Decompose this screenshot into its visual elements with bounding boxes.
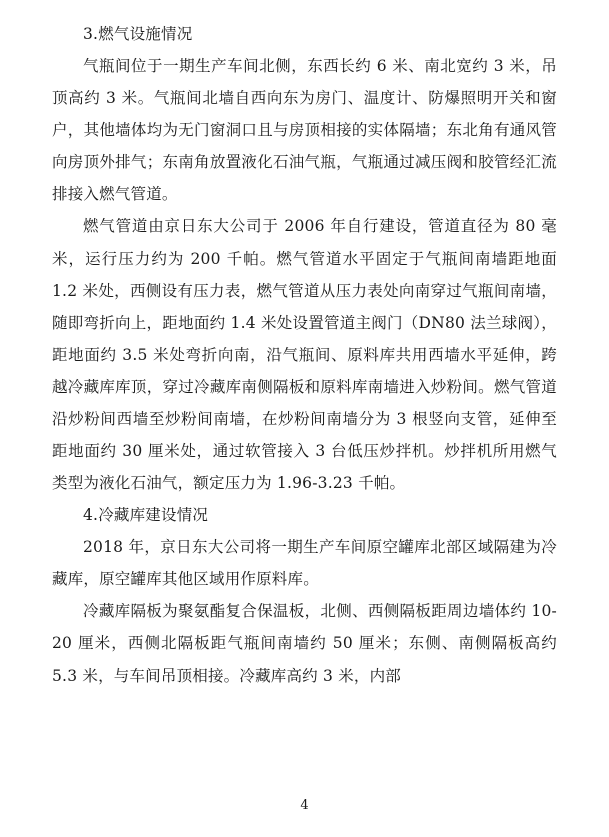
document-body — [52, 18, 557, 692]
section-heading-gas-facilities: 3.燃气设施情况 — [83, 25, 193, 43]
paragraph-gas-pipeline: 燃气管道由京日东大公司于 2006 年自行建设，管道直径为 80 毫米，运行压力约为 200 千帕。燃气管道水平固定于气瓶间南墙距地面 1.2 米处，西侧设有压力表，燃气管道从压力表处向南穿过气瓶间南墙，随即弯折向上，距地面约 1.4 米处设置管道主阀门（DN80 法兰球阀），距地面约 3.5 米处弯折向南，沿气瓶间、原料库共用西墙水平延伸，跨越冷藏库库顶，穿过冷藏库南侧隔板和原料库南墙进入炒粉间。燃气管道沿炒粉间西墙至炒粉间南墙，在炒粉间南墙分为 3 根竖向支管，延伸至距地面约 30 厘米处，通过软管接入 3 台低压炒拌机。炒拌机所用燃气类型为液化石油气，额定压力为 1.96-3.23 千帕。 — [52, 217, 557, 493]
paragraph-cold-storage-panels: 冷藏库隔板为聚氨酯复合保温板，北侧、西侧隔板距周边墙体约 10-20 厘米，西侧北隔板距气瓶间南墙约 50 厘米；东侧、南侧隔板高约 5.3 米，与车间吊顶相接。冷藏库高约 3 米，内部 — [52, 602, 557, 685]
paragraph-cold-storage-construction: 2018 年，京日东大公司将一期生产车间原空罐库北部区域隔建为冷藏库，原空罐库其他区域用作原料库。 — [52, 538, 557, 589]
page-number: 4 — [300, 798, 309, 813]
paragraph-gas-cylinder-room: 气瓶间位于一期生产车间北侧，东西长约 6 米、南北宽约 3 米，吊顶高约 3 米。气瓶间北墙自西向东为房门、温度计、防爆照明开关和窗户，其他墙体均为无门窗洞口且与房顶相接的实体隔墙；东北角有通风管向房顶外排气；东南角放置液化石油气瓶，气瓶通过减压阀和胶管经汇流排接入燃气管道。 — [52, 57, 557, 204]
section-heading-cold-storage: 4.冷藏库建设情况 — [83, 506, 209, 525]
